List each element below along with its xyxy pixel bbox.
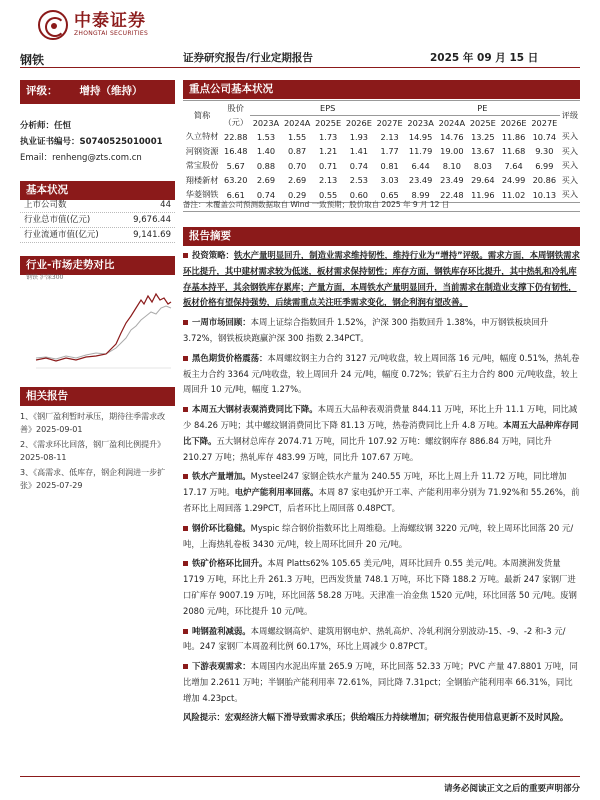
col-name: 简称 — [183, 101, 221, 130]
summary-risk — [183, 711, 580, 724]
analyst-email-label: Email： — [20, 153, 53, 163]
summary-para-profit — [183, 624, 580, 656]
col-year: 2026E — [345, 117, 372, 128]
col-unit: （元） — [223, 116, 249, 127]
cell-rating: 买入 — [561, 174, 579, 185]
cell-eps: 2.69 — [256, 175, 276, 186]
table-row — [183, 173, 580, 188]
cell-eps: 0.71 — [319, 160, 338, 171]
sector-label: 钢铁 — [20, 53, 45, 67]
trend-chart — [26, 278, 174, 378]
cell-name: 华菱钢铁 — [183, 188, 221, 203]
summary-para-strategy — [183, 248, 580, 311]
basic-value: 9,141.69 — [133, 230, 171, 240]
col-year: 2024A — [438, 117, 466, 128]
bullet-icon — [183, 561, 188, 566]
cell-pe: 13.25 — [471, 131, 495, 142]
para-lead: 铁矿价格环比回升。 — [192, 558, 268, 569]
cell-eps: 1.93 — [349, 131, 368, 142]
col-year: 2023A — [252, 117, 280, 128]
cell-eps: 1.41 — [349, 146, 368, 157]
cell-price: 22.88 — [224, 131, 248, 142]
rating-value: 增持（维持） — [79, 85, 143, 97]
para-text: 本周五大品种表观消费量 844.11 万吨，环比上升 11.1 万吨，同比减少 84.26 万吨；其中螺纹钢消费同比下降 81.13 万吨，热卷消费同比上升 4.8 万吨。 — [183, 404, 578, 430]
cell-eps: 1.21 — [319, 146, 338, 157]
cell-rating: 买入 — [560, 188, 580, 203]
cell-name: 久立特材 — [185, 131, 219, 142]
para-text: 本周螺纹钢主力合约 3127 元/吨收盘，较上周回落 16 元/吨，幅度 0.51%，热轧卷板主力合约 3364 元/吨收盘，较上周回升 24 元/吨，幅度 0.72%；铁矿石主力合约 800 元/吨收盘，较上周回升 10 元/吨，幅度 1.27%。 — [183, 352, 580, 395]
summary-para-ore — [183, 556, 580, 619]
para-text: 本周国内水泥出库量 265.9 万吨，环比回落 52.33 万吨；PVC 产量 47.8801 万吨，同比增加 2.2611 万吨；半钢胎产能利用率 72.61%，同比降 7.31pct；全钢胎产能利用率 66.31%，同比增加 4.23pct。 — [183, 661, 578, 703]
basic-value: 9,676.44 — [133, 215, 171, 225]
para-text: 五大钢材总库存 2074.71 万吨，同比升 107.92 万吨：螺纹钢库存 886.84 万吨，同比升 210.27 万吨；热轧库存 483.99 万吨，同比升 107.67 万吨。 — [183, 435, 552, 462]
col-year: 2025E — [469, 117, 496, 128]
col-rating: 评级 — [560, 101, 580, 130]
cell-pe: 24.99 — [501, 175, 526, 186]
para-lead: 吨钢盈利减弱。 — [192, 625, 251, 636]
cell-price: 5.67 — [226, 160, 245, 171]
summary-title: 报告摘要 — [183, 227, 580, 246]
para-text: 本周螺纹钢高炉、建筑用钢电炉、热轧高炉、冷轧利润分别波动-15、-9、-2 和-3 元/吨。247 家钢厂本周盈利比例 60.17%，环比上周减少 0.87PCT。 — [183, 625, 566, 652]
trend-title: 行业-市场走势对比 — [20, 256, 175, 275]
para-lead: 铁水产量增加。 — [192, 471, 251, 482]
cell-pe: 9.30 — [535, 146, 554, 157]
footer-rule — [20, 776, 580, 777]
para-lead: 下游表观需求： — [192, 661, 251, 672]
para-text: Myspic 综合钢价指数环比上周维稳。上海螺纹钢 3220 元/吨，较上周环比回落 20 元/吨，上海热轧卷板 3430 元/吨，较上周环比回升 20 元/吨。 — [183, 522, 574, 549]
cell-eps: 1.77 — [380, 146, 399, 157]
cell-pe: 8.99 — [405, 188, 436, 203]
header-rule — [20, 67, 580, 68]
para-lead: 本周五大钢材表观消费同比下降。 — [192, 404, 318, 415]
table-note: 备注：未覆盖公司预测数据取自 Wind 一致预期；股价取自 2025 年 9 月 12 日 — [183, 200, 450, 209]
basic-row — [20, 228, 175, 243]
col-pe: PE — [405, 101, 560, 116]
series-hs300-line — [36, 306, 171, 359]
bullet-icon — [183, 407, 188, 412]
cell-pe: 20.86 — [532, 175, 557, 186]
cell-name: 河钢资源 — [185, 145, 219, 156]
table-row — [183, 130, 580, 145]
col-year: 2024A — [283, 117, 311, 128]
cell-eps: 0.65 — [374, 188, 405, 203]
cell-pe: 8.03 — [473, 160, 492, 171]
para-text: 铁水产量明显回升，制造业需求维持韧性，维持行业为“增持”评级。需求方面，本周钢铁需求环比提升，其中建材需求较为低迷，板材需求保持韧性；库存方面，钢铁库存环比提升，其中热轧和冷轧库存基本持平，其余钢铁库存累库；产量方面，本周铁水产量明显回升，当前需求在制造业支撑下仍有韧性，板材价格有望保持强势，后续需重点关注旺季需求变化，钢企利润有望改善。 — [183, 250, 580, 308]
logo-mark-icon — [38, 10, 68, 40]
bullet-icon — [183, 664, 188, 669]
cell-pe: 22.48 — [436, 188, 467, 203]
para-text: 本周上证综合指数回升 1.52%，沪深 300 指数回升 1.38%，申万钢铁板块回升 3.72%，钢铁板块跑赢沪深 300 指数 2.34PCT。 — [183, 317, 549, 343]
basic-status-table — [20, 198, 175, 243]
basic-status-title: 基本状况 — [20, 181, 175, 200]
cell-eps: 2.69 — [288, 175, 307, 186]
footer-disclaimer: 请务必阅读正文之后的重要声明部分 — [443, 784, 580, 794]
cell-pe: 11.68 — [501, 146, 526, 157]
related-reports-list — [20, 410, 175, 494]
key-companies-table — [183, 100, 580, 203]
cell-pe: 23.49 — [440, 175, 464, 186]
cell-price: 63.20 — [224, 175, 248, 186]
risk-lead: 风险提示： — [183, 711, 225, 722]
cell-pe: 14.95 — [408, 131, 433, 142]
cell-eps: 0.70 — [288, 160, 307, 171]
brand-name-cn: 中泰证券 — [74, 11, 146, 31]
para-lead: 本周五大品种库存同比下降。 — [183, 419, 579, 446]
cell-pe: 13.67 — [471, 146, 495, 157]
cell-pe: 11.02 — [498, 188, 529, 203]
cell-eps: 1.53 — [256, 131, 276, 142]
brand-name-en: ZHONGTAI SECURITIES — [74, 30, 149, 37]
cell-name: 翔楼新材 — [185, 174, 219, 185]
trend-legend: 钢铁 沪深300 — [26, 274, 64, 281]
cell-pe: 23.49 — [408, 175, 433, 186]
report-type: 证券研究报告/行业定期报告 — [183, 52, 313, 64]
cell-rating: 买入 — [561, 160, 579, 171]
col-year: 2027E — [531, 117, 558, 128]
col-year: 2026E — [500, 117, 527, 128]
related-report-item[interactable]: 3、《高需求、低库存，钢企利润进一步扩张》2025-07-29 — [20, 468, 166, 490]
cell-eps: 0.81 — [380, 160, 399, 171]
para-lead: 黑色期货价格震荡： — [192, 352, 268, 363]
cell-price: 6.61 — [221, 188, 250, 203]
summary-para-market — [183, 315, 580, 347]
cell-eps: 0.88 — [256, 160, 276, 171]
basic-value: 44 — [160, 200, 171, 210]
cell-pe: 19.00 — [440, 146, 464, 157]
cell-rating: 买入 — [561, 131, 579, 142]
cell-pe: 10.74 — [532, 131, 557, 142]
related-reports-title: 相关报告 — [20, 387, 175, 406]
related-report-item[interactable]: 1、《钢厂盈利暂时承压，期待往季需求改善》2025-09-01 — [20, 412, 166, 434]
cell-pe: 7.64 — [504, 160, 523, 171]
analyst-name-label: 分析师： — [20, 121, 55, 131]
cell-rating: 买入 — [561, 145, 579, 156]
analyst-cert: S0740525010001 — [79, 137, 163, 147]
para-text: 本周 87 家电弧炉开工率、产能利用率分别为 71.92%和 55.26%，前者环比上周回落 1.29PCT，后者环比上周回落 0.48PCT。 — [183, 487, 580, 513]
cell-pe: 6.44 — [411, 160, 430, 171]
series-steel-line — [36, 294, 171, 361]
summary-para-futures — [183, 351, 580, 398]
analyst-email[interactable]: renheng@zts.com.cn — [52, 153, 142, 163]
related-report-item[interactable]: 2、《需求环比回落，钢厂盈利比例提升》2025-08-11 — [20, 440, 166, 462]
cell-pe: 6.99 — [535, 160, 554, 171]
table-row — [183, 144, 580, 159]
cell-eps: 3.03 — [380, 175, 399, 186]
bullet-icon — [183, 526, 188, 531]
report-date: 2025 年 09 月 15 日 — [430, 52, 539, 64]
analyst-info — [20, 118, 175, 166]
cell-pe: 29.64 — [471, 175, 495, 186]
cell-eps: 1.40 — [256, 146, 276, 157]
summary-para-price — [183, 521, 580, 553]
para-lead: 一周市场回顾： — [192, 317, 251, 328]
analyst-cert-label: 执业证书编号： — [20, 137, 80, 147]
cell-pe: 8.10 — [442, 160, 461, 171]
cell-eps: 2.53 — [349, 175, 368, 186]
cell-pe: 14.76 — [440, 131, 464, 142]
cell-eps: 2.13 — [380, 131, 399, 142]
cell-eps: 0.74 — [349, 160, 368, 171]
analyst-name: 任恒 — [54, 121, 72, 131]
basic-row — [20, 213, 175, 228]
summary-para-demand — [183, 659, 580, 706]
basic-key: 行业流通市值(亿元) — [24, 230, 99, 240]
bullet-icon — [183, 320, 188, 325]
basic-row — [20, 198, 175, 213]
cell-pe: 11.86 — [501, 131, 526, 142]
para-lead: 投资策略： — [192, 250, 234, 260]
cell-pe: 11.96 — [467, 188, 498, 203]
cell-price: 16.48 — [224, 146, 248, 157]
cell-eps: 1.55 — [288, 131, 307, 142]
bullet-icon — [183, 253, 188, 258]
cell-eps: 0.74 — [250, 188, 281, 203]
summary-body — [183, 248, 580, 728]
bullet-icon — [183, 474, 188, 479]
rating-bar — [20, 80, 175, 104]
summary-para-consumption — [183, 402, 580, 465]
cell-eps: 0.60 — [344, 188, 375, 203]
cell-pe: 10.13 — [529, 188, 560, 203]
rating-label: 评级： — [26, 85, 58, 97]
para-lead: 钢价环比稳健。 — [192, 522, 251, 533]
bullet-icon — [183, 629, 188, 634]
col-year: 2027E — [376, 117, 403, 128]
col-year: 2023A — [407, 117, 434, 128]
cell-eps: 0.87 — [288, 146, 307, 157]
col-eps: EPS — [250, 101, 405, 116]
basic-key: 行业总市值(亿元) — [24, 215, 91, 225]
summary-para-output — [183, 469, 580, 516]
para-lead: 电炉产能利用率回落。 — [234, 487, 319, 498]
para-text: Mysteel247 家钢企铁水产量为 240.55 万吨，环比上周上升 11.72 万吨，同比增加 17.17 万吨。 — [183, 471, 567, 498]
table-row — [183, 159, 580, 174]
key-companies-title: 重点公司基本状况 — [183, 80, 580, 99]
cell-eps: 0.55 — [313, 188, 344, 203]
para-text: 本周 Platts62% 105.65 美元/吨，周环比回升 0.55 美元/吨。本周澳洲发货量 1719 万吨，环比上升 261.3 万吨，巴西发货量 748.1 万吨，环比下降 188.2 万吨。最新 247 家钢厂进口矿库存 9007.19 万吨，环比回落 58.28 万吨。天津准一冶金焦 1520 元/吨，环比回落 50 元/吨。废钢 2080 元/吨，环比提升 10 元/吨。 — [183, 558, 577, 616]
bullet-icon — [183, 356, 188, 361]
col-year: 2025E — [315, 117, 342, 128]
risk-text: 宏观经济大幅下滑导致需求承压；供给端压力持续增加；研究报告使用信息更新不及时风险。 — [224, 711, 569, 722]
cell-eps: 2.13 — [319, 175, 338, 186]
basic-key: 上市公司数 — [24, 200, 67, 210]
cell-eps: 1.73 — [319, 131, 338, 142]
cell-pe: 11.79 — [408, 146, 433, 157]
cell-name: 常宝股份 — [185, 160, 219, 171]
col-price: 股价 — [221, 101, 250, 116]
cell-eps: 0.29 — [282, 188, 313, 203]
note-rule — [183, 211, 580, 212]
brand-logo — [38, 8, 148, 42]
